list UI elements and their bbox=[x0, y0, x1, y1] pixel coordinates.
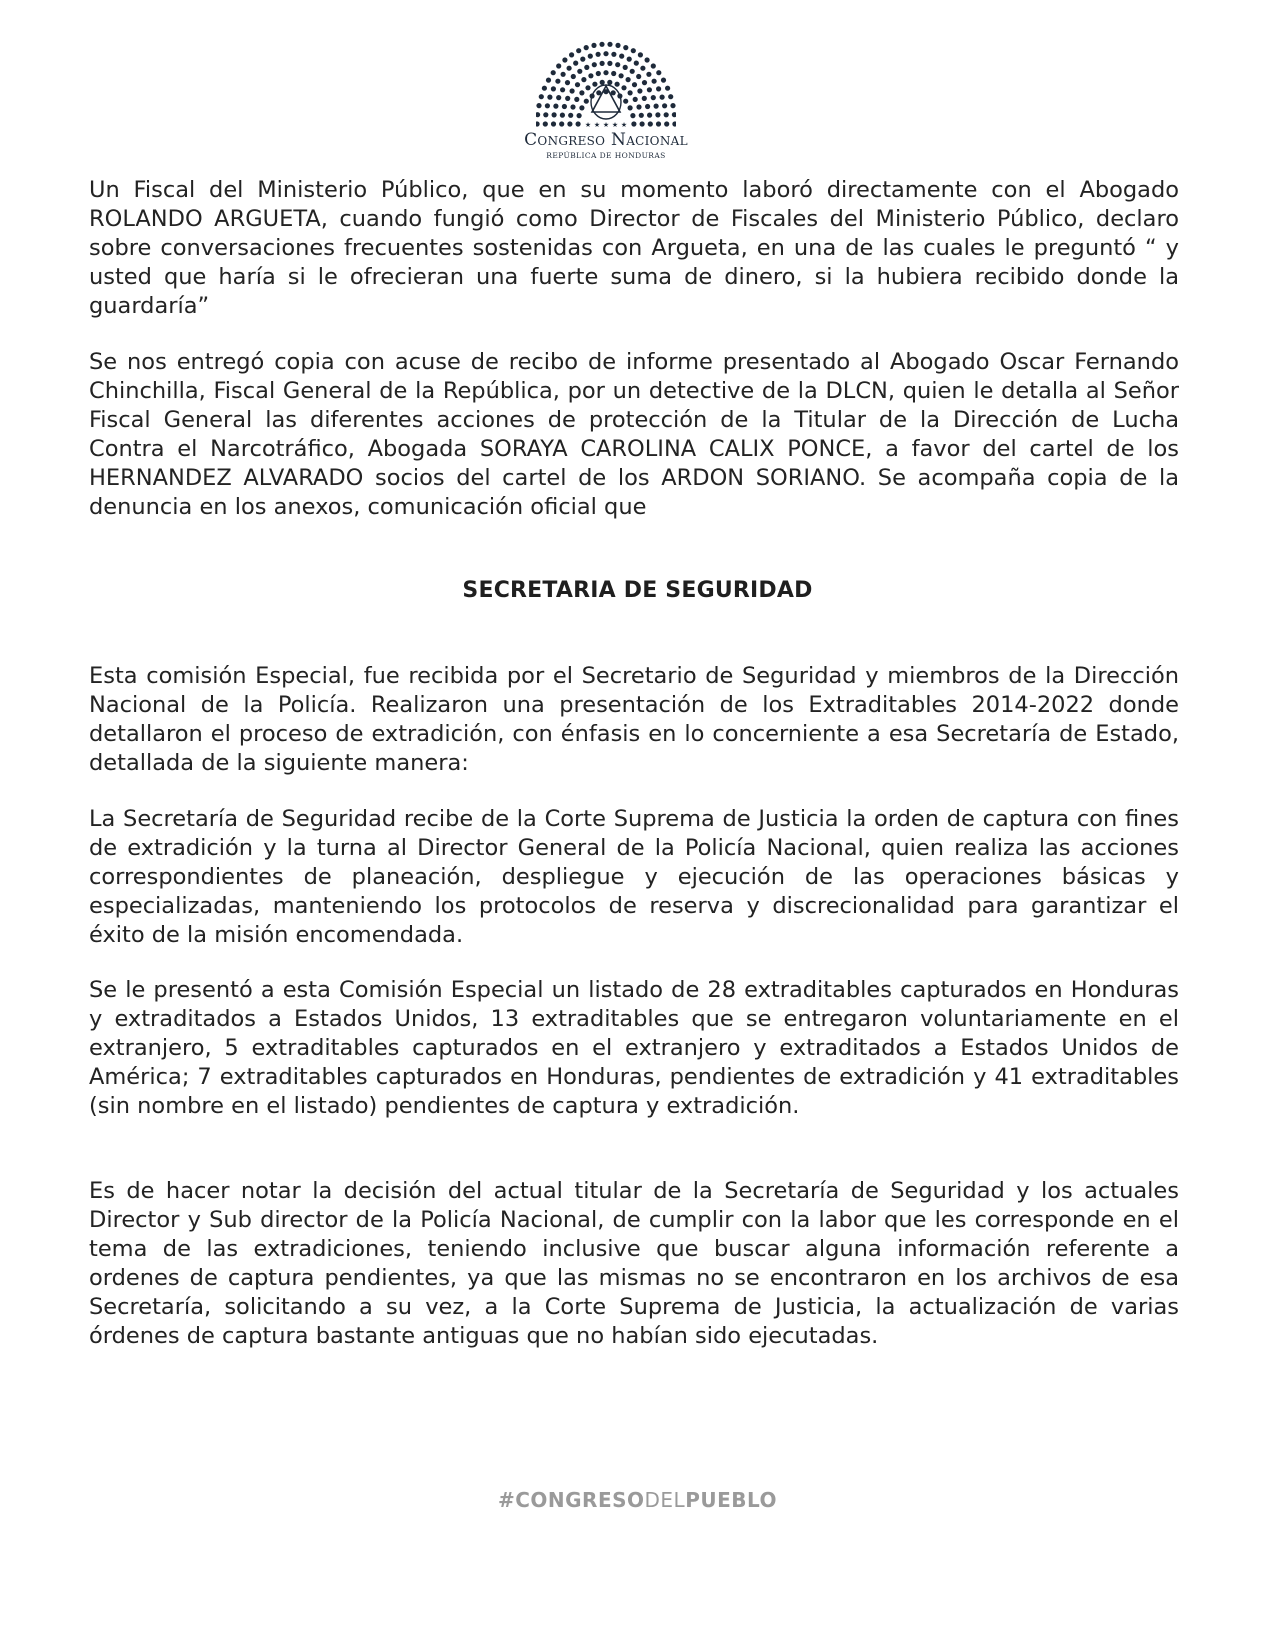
svg-text:★: ★ bbox=[584, 121, 592, 128]
paragraph-6-text: Es de hacer notar la decisión del actual titular de la Secretaría de Seguridad y los actuales Director y Sub director de la Policía Nacional, de cumplir con la labor que les corresponde en el tema de las extradiciones, teniendo inclusive que buscar alguna información referente a ordenes de captura pendientes, ya que las mismas no se encontraron en los archivos de esa Secretaría, solicitando a su vez, a la Corte Suprema de Justicia, la actualización de varias órdenes de captura bastante antiguas que no habían sido ejecutadas. bbox=[89, 1178, 1179, 1349]
svg-text:★: ★ bbox=[620, 121, 628, 128]
svg-text:★: ★ bbox=[602, 121, 610, 128]
paragraph-6 bbox=[89, 1177, 1179, 1351]
paragraph-2-text: Se nos entregó copia con acuse de recibo de informe presentado al Abogado Oscar Fernando Chinchilla, Fiscal General de la República, por un detective de la DLCN, quien le detalla al Señor Fiscal General las diferentes acciones de protección de la Titular de la Dirección de Lucha Contra el Narcotráfico, Abogada SORAYA CAROLINA CALIX PONCE, a favor del cartel de los HERNANDEZ ALVARADO socios del cartel de los ARDON SORIANO. Se acompaña copia de la denuncia en los anexos, comunicación oficial que bbox=[89, 349, 1179, 520]
footer-hashtag-part1: #CONGRESO bbox=[497, 1488, 645, 1512]
paragraph-1-text: Un Fiscal del Ministerio Público, que en su momento laboró directamente con el Abogado ROLANDO ARGUETA, cuando fungió como Director de Fiscales del Ministerio Público, declaro sobre conversaciones frecuentes sostenidas con Argueta, en una de las cuales le preguntó “ y usted que haría si le ofrecieran una fuerte suma de dinero, si la hubiera recibido donde la guardaría” bbox=[89, 177, 1179, 319]
logo-org-name: Congreso Nacional bbox=[524, 130, 688, 150]
section-heading: SECRETARIA DE SEGURIDAD bbox=[462, 578, 813, 603]
svg-text:★: ★ bbox=[611, 121, 619, 128]
paragraph-3 bbox=[89, 662, 1179, 778]
paragraph-3-text: Esta comisión Especial, fue recibida por el Secretario de Seguridad y miembros de la Dirección Nacional de la Policía. Realizaron una presentación de los Extraditables 2014-2022 donde detallaron el proceso de extradición, con énfasis en lo concerniente a esa Secretaría de Estado, detallada de la siguiente manera: bbox=[89, 663, 1179, 776]
logo-org-subtitle: REPÚBLICA DE HONDURAS bbox=[546, 151, 666, 160]
hemicycle-emblem-icon bbox=[536, 34, 676, 128]
svg-text:★: ★ bbox=[593, 121, 601, 128]
paragraph-2 bbox=[89, 348, 1179, 522]
paragraph-4 bbox=[89, 805, 1179, 950]
congreso-nacional-logo bbox=[523, 34, 689, 164]
footer-hashtag bbox=[0, 1488, 1275, 1512]
paragraph-5 bbox=[89, 976, 1179, 1121]
footer-hashtag-part2: DEL bbox=[644, 1488, 686, 1512]
paragraph-5-text: Se le presentó a esta Comisión Especial un listado de 28 extraditables capturados en Honduras y extraditados a Estados Unidos, 13 extraditables que se entregaron voluntariamente en el extranjero, 5 extraditables capturados en el extranjero y extraditados a Estados Unidos de América; 7 extraditables capturados en Honduras, pendientes de extradición y 41 extraditables (sin nombre en el listado) pendientes de captura y extradición. bbox=[89, 977, 1179, 1119]
paragraph-1 bbox=[89, 176, 1179, 321]
paragraph-4-text: La Secretaría de Seguridad recibe de la Corte Suprema de Justicia la orden de captura con fines de extradición y la turna al Director General de la Policía Nacional, quien realiza las acciones correspondientes de planeación, despliegue y ejecución de las operaciones básicas y especializadas, manteniendo los protocolos de reserva y discrecionalidad para garantizar el éxito de la misión encomendada. bbox=[89, 806, 1179, 948]
footer-hashtag-part3: PUEBLO bbox=[685, 1488, 778, 1512]
